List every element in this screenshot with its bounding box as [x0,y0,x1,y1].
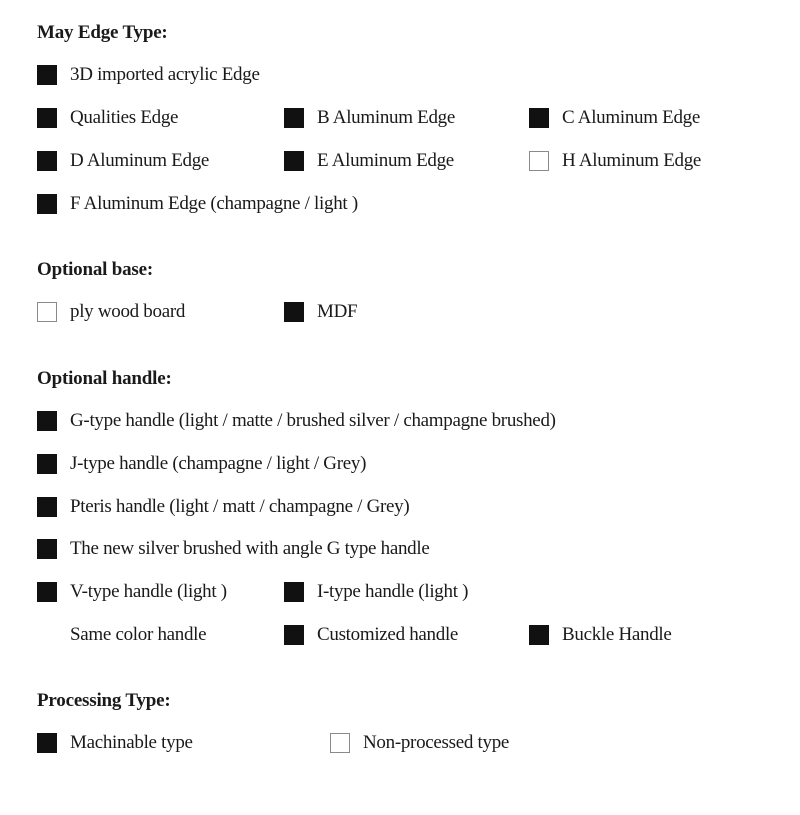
option-ply-wood-board[interactable] [37,301,185,323]
checkbox-checked-icon[interactable] [37,454,57,474]
option-label: F Aluminum Edge (champagne / light ) [70,193,358,214]
option-label: G-type handle (light / matte / brushed silver / champagne brushed) [70,410,556,431]
checkbox-checked-icon[interactable] [37,65,57,85]
checkbox-checked-icon[interactable] [284,108,304,128]
option-label: I-type handle (light ) [317,581,469,602]
checkbox-checked-icon[interactable] [284,302,304,322]
section-title-optional-handle: Optional handle: [37,368,172,389]
checkbox-checked-icon[interactable] [37,108,57,128]
option-label: V-type handle (light ) [70,581,227,602]
option-label: B Aluminum Edge [317,107,456,128]
option-v-type-handle[interactable] [37,581,227,603]
option-non-processed-type[interactable] [330,732,509,754]
option-3d-acrylic-edge[interactable] [37,64,260,86]
option-j-type-handle[interactable] [37,453,366,475]
option-silver-brushed-g-handle[interactable] [37,538,429,560]
option-same-color-handle [37,624,206,646]
option-label: The new silver brushed with angle G type handle [70,538,430,559]
checkbox-checked-icon[interactable] [529,108,549,128]
option-machinable-type[interactable] [37,732,193,754]
option-label: C Aluminum Edge [562,107,701,128]
option-i-type-handle[interactable] [284,581,468,603]
checkbox-unchecked-icon[interactable] [37,302,57,322]
option-label: J-type handle (champagne / light / Grey) [70,453,367,474]
option-label: Machinable type [70,732,193,753]
checkbox-checked-icon[interactable] [284,625,304,645]
option-label: H Aluminum Edge [562,150,702,171]
section-title-edge-type: May Edge Type: [37,22,168,43]
checkbox-checked-icon[interactable] [37,151,57,171]
option-d-aluminum-edge[interactable] [37,150,209,172]
option-c-aluminum-edge[interactable] [529,107,700,129]
checkbox-checked-icon[interactable] [37,539,57,559]
option-label: Qualities Edge [70,107,179,128]
checkbox-unchecked-icon[interactable] [330,733,350,753]
option-pteris-handle[interactable] [37,496,409,518]
option-label: Pteris handle (light / matt / champagne / Grey) [70,496,410,517]
option-label: E Aluminum Edge [317,150,454,171]
option-label: D Aluminum Edge [70,150,210,171]
option-label: 3D imported acrylic Edge [70,64,260,85]
option-qualities-edge[interactable] [37,107,178,129]
checkbox-checked-icon[interactable] [37,194,57,214]
option-label: Non-processed type [363,732,510,753]
option-b-aluminum-edge[interactable] [284,107,455,129]
option-g-type-handle[interactable] [37,410,556,432]
option-mdf[interactable] [284,301,357,323]
option-label: ply wood board [70,301,186,322]
checkbox-checked-icon[interactable] [37,411,57,431]
checkbox-checked-icon[interactable] [284,151,304,171]
option-label: MDF [317,301,358,322]
option-label: Same color handle [70,624,207,645]
checkbox-checked-icon[interactable] [37,497,57,517]
option-h-aluminum-edge[interactable] [529,150,701,172]
section-title-optional-base: Optional base: [37,259,153,280]
checkbox-checked-icon[interactable] [37,733,57,753]
option-f-aluminum-edge[interactable] [37,193,358,215]
checkbox-unchecked-icon[interactable] [529,151,549,171]
checkbox-checked-icon[interactable] [284,582,304,602]
checkbox-checked-icon[interactable] [37,582,57,602]
section-title-processing-type: Processing Type: [37,690,171,711]
option-label: Customized handle [317,624,459,645]
option-e-aluminum-edge[interactable] [284,150,454,172]
checkbox-checked-icon[interactable] [529,625,549,645]
option-buckle-handle[interactable] [529,624,672,646]
option-customized-handle[interactable] [284,624,458,646]
option-label: Buckle Handle [562,624,672,645]
